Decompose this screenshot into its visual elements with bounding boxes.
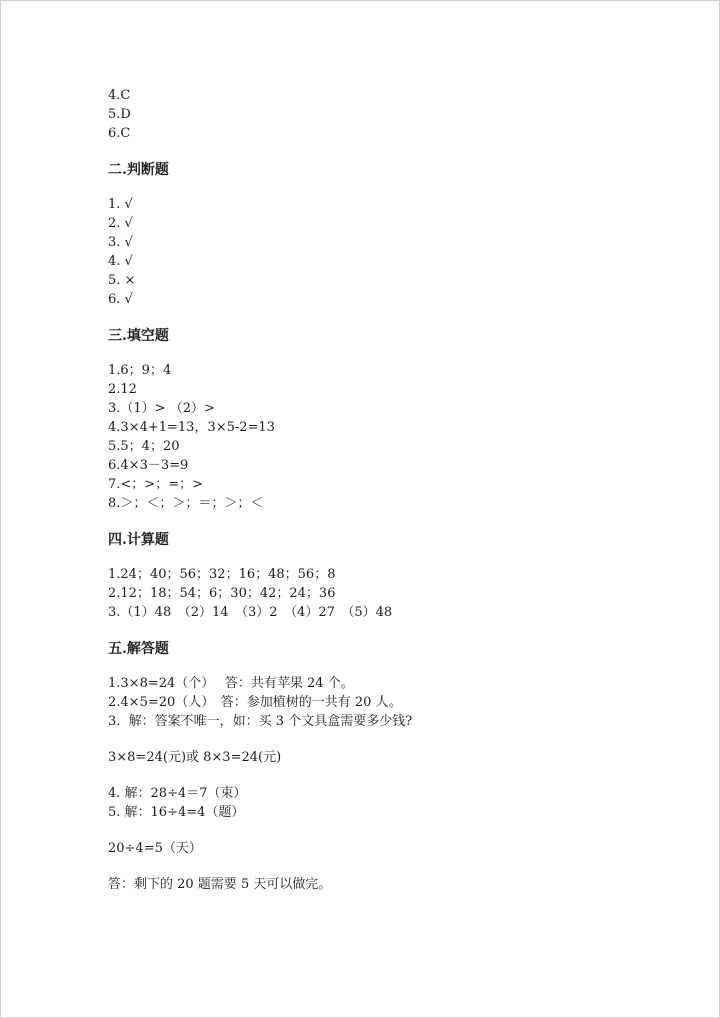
answer-line: 1.3×8=24（个） 答：共有苹果 24 个。	[108, 676, 354, 691]
solve-answers	[108, 674, 668, 894]
answer-line: 4.3×4+1=13，3×5-2=13	[108, 420, 275, 435]
calc-answers	[108, 565, 668, 622]
section-heading-solve: 五.解答题	[108, 641, 169, 657]
section-heading-calc: 四.计算题	[108, 532, 169, 548]
answer-sheet	[108, 86, 668, 894]
answer-line: 5.D	[108, 107, 131, 122]
answer-line: 4. √	[108, 254, 133, 269]
answer-line: 5. ×	[108, 273, 136, 288]
answer-line: 5. 解：16÷4=4（题）	[108, 805, 245, 820]
answer-line: 3.（1）48 （2）14 （3）2 （4）27 （5）48	[108, 605, 393, 620]
answer-line: 2.12	[108, 382, 137, 397]
answer-line: 3. 解：答案不唯一，如：买 3 个文具盒需要多少钱?	[108, 714, 413, 729]
work-line: 20÷4=5（天）	[108, 841, 202, 856]
answer-line: 6. √	[108, 292, 133, 307]
answer-line: 1.6；9；4	[108, 363, 172, 378]
answer-line: 1.24；40；56；32；16；48；56；8	[108, 567, 336, 582]
answer-line: 4. 解：28÷4＝7（束）	[108, 786, 247, 801]
answer-line: 7.<；>；=；>	[108, 477, 203, 492]
answer-line: 5.5；4；20	[108, 439, 180, 454]
section-heading-fill: 三.填空题	[108, 328, 169, 344]
answer-line: 6.4×3－3=9	[108, 458, 189, 473]
section-heading-judge: 二.判断题	[108, 162, 169, 178]
answer-line: 1. √	[108, 197, 133, 212]
fill-answers	[108, 361, 668, 513]
answer-line: 6.C	[108, 126, 131, 141]
answer-line: 4.C	[108, 88, 131, 103]
answer-line: 答：剩下的 20 题需要 5 天可以做完。	[108, 877, 332, 892]
work-line: 3×8=24(元)或 8×3=24(元)	[108, 750, 282, 765]
answer-line: 8.＞；＜；＞；＝；＞；＜	[108, 496, 264, 511]
multiple-choice-tail	[108, 86, 668, 143]
judge-answers	[108, 195, 668, 309]
answer-line: 2.4×5=20（人） 答：参加植树的一共有 20 人。	[108, 695, 402, 710]
answer-line: 2.12；18；54；6；30；42；24；36	[108, 586, 336, 601]
answer-line: 3.（1）> （2）>	[108, 401, 215, 416]
answer-line: 2. √	[108, 216, 133, 231]
answer-line: 3. √	[108, 235, 133, 250]
